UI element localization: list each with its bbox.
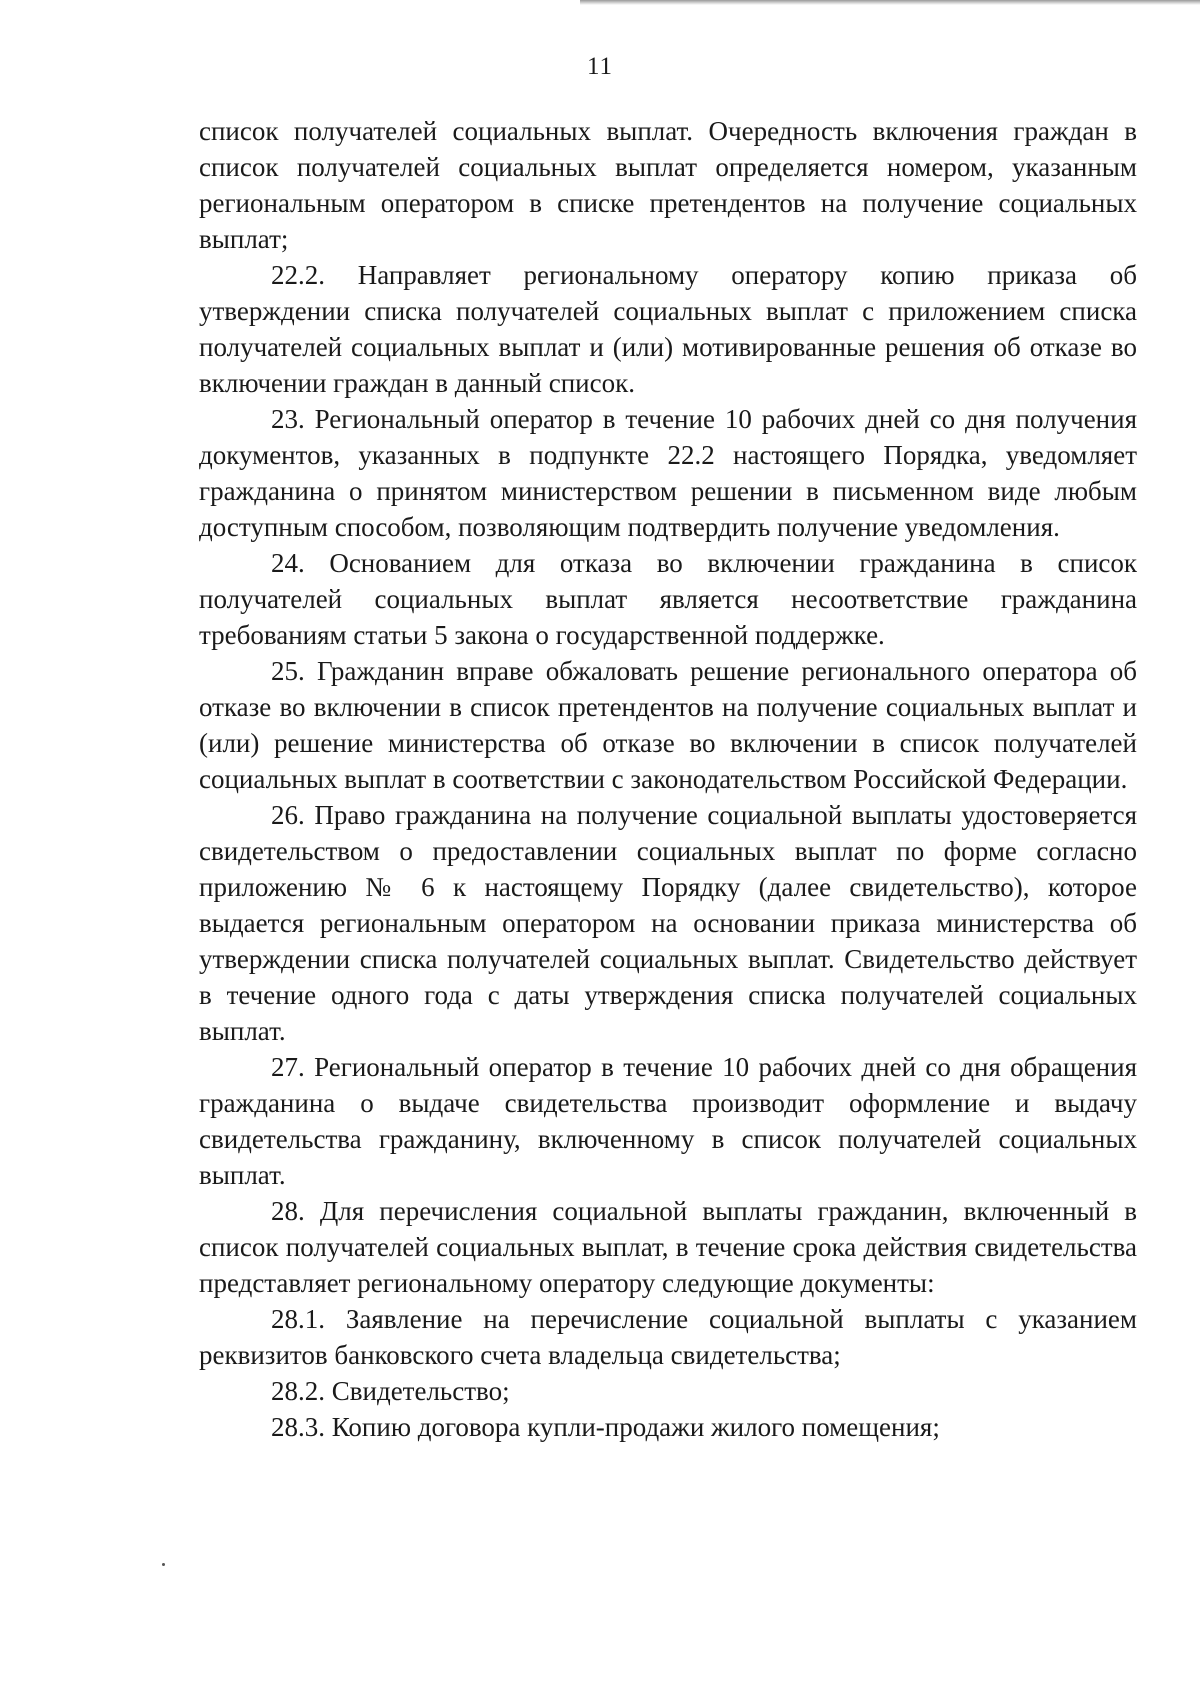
paragraph-23: 23. Региональный оператор в течение 10 рабочих дней со дня получения документов, указанных в подпункте 22.2 настоящего Порядка, уведомляет гражданина о принятом министерством решении в письменном виде любым доступным способом, позволяющим подтвердить получение уведомления.	[199, 404, 1137, 542]
paragraph-24: 24. Основанием для отказа во включении гражданина в список получателей социальных выплат является несоответствие гражданина требованиям статьи 5 закона о государственной поддержке.	[199, 548, 1137, 650]
paragraph-28-2: 28.2. Свидетельство;	[271, 1376, 510, 1406]
paragraph-28-3: 28.3. Копию договора купли-продажи жилого помещения;	[271, 1412, 940, 1442]
paragraph-25: 25. Гражданин вправе обжаловать решение регионального оператора об отказе во включении в список претендентов на получение социальных выплат и (или) решение министерства об отказе во включении в список получателей социальных выплат в соответствии с законодательством Российской Федерации.	[199, 656, 1137, 794]
paragraph-26: 26. Право гражданина на получение социальной выплаты удостоверяется свидетельством о предоставлении социальных выплат по форме согласно приложению № 6 к настоящему Порядку (далее свидетельство), которое выдается региональным оператором на основании приказа министерства об утверждении списка получателей социальных выплат. Свидетельство действует в течение одного года с даты утверждения списка получателей социальных выплат.	[199, 800, 1137, 1046]
scan-edge-shadow	[580, 0, 1200, 5]
paragraph-continuation: список получателей социальных выплат. Очередность включения граждан в список получателей социальных выплат определяется номером, указанным региональным оператором в списке претендентов на получение социальных выплат;	[199, 116, 1137, 254]
paragraph-27: 27. Региональный оператор в течение 10 рабочих дней со дня обращения гражданина о выдаче свидетельства производит оформление и выдачу свидетельства гражданину, включенному в список получателей социальных выплат.	[199, 1052, 1137, 1190]
paragraph-28: 28. Для перечисления социальной выплаты гражданин, включенный в список получателей социальных выплат, в течение срока действия свидетельства представляет региональному оператору следующие документы:	[199, 1196, 1137, 1298]
page-number: 11	[586, 53, 614, 80]
document-body	[199, 113, 1137, 1445]
scan-speck	[162, 1563, 165, 1566]
paragraph-28-1: 28.1. Заявление на перечисление социальной выплаты с указанием реквизитов банковского счета владельца свидетельства;	[199, 1304, 1137, 1370]
paragraph-22-2: 22.2. Направляет региональному оператору копию приказа об утверждении списка получателей социальных выплат с приложением списка получателей социальных выплат и (или) мотивированные решения об отказе во включении граждан в данный список.	[199, 260, 1137, 398]
